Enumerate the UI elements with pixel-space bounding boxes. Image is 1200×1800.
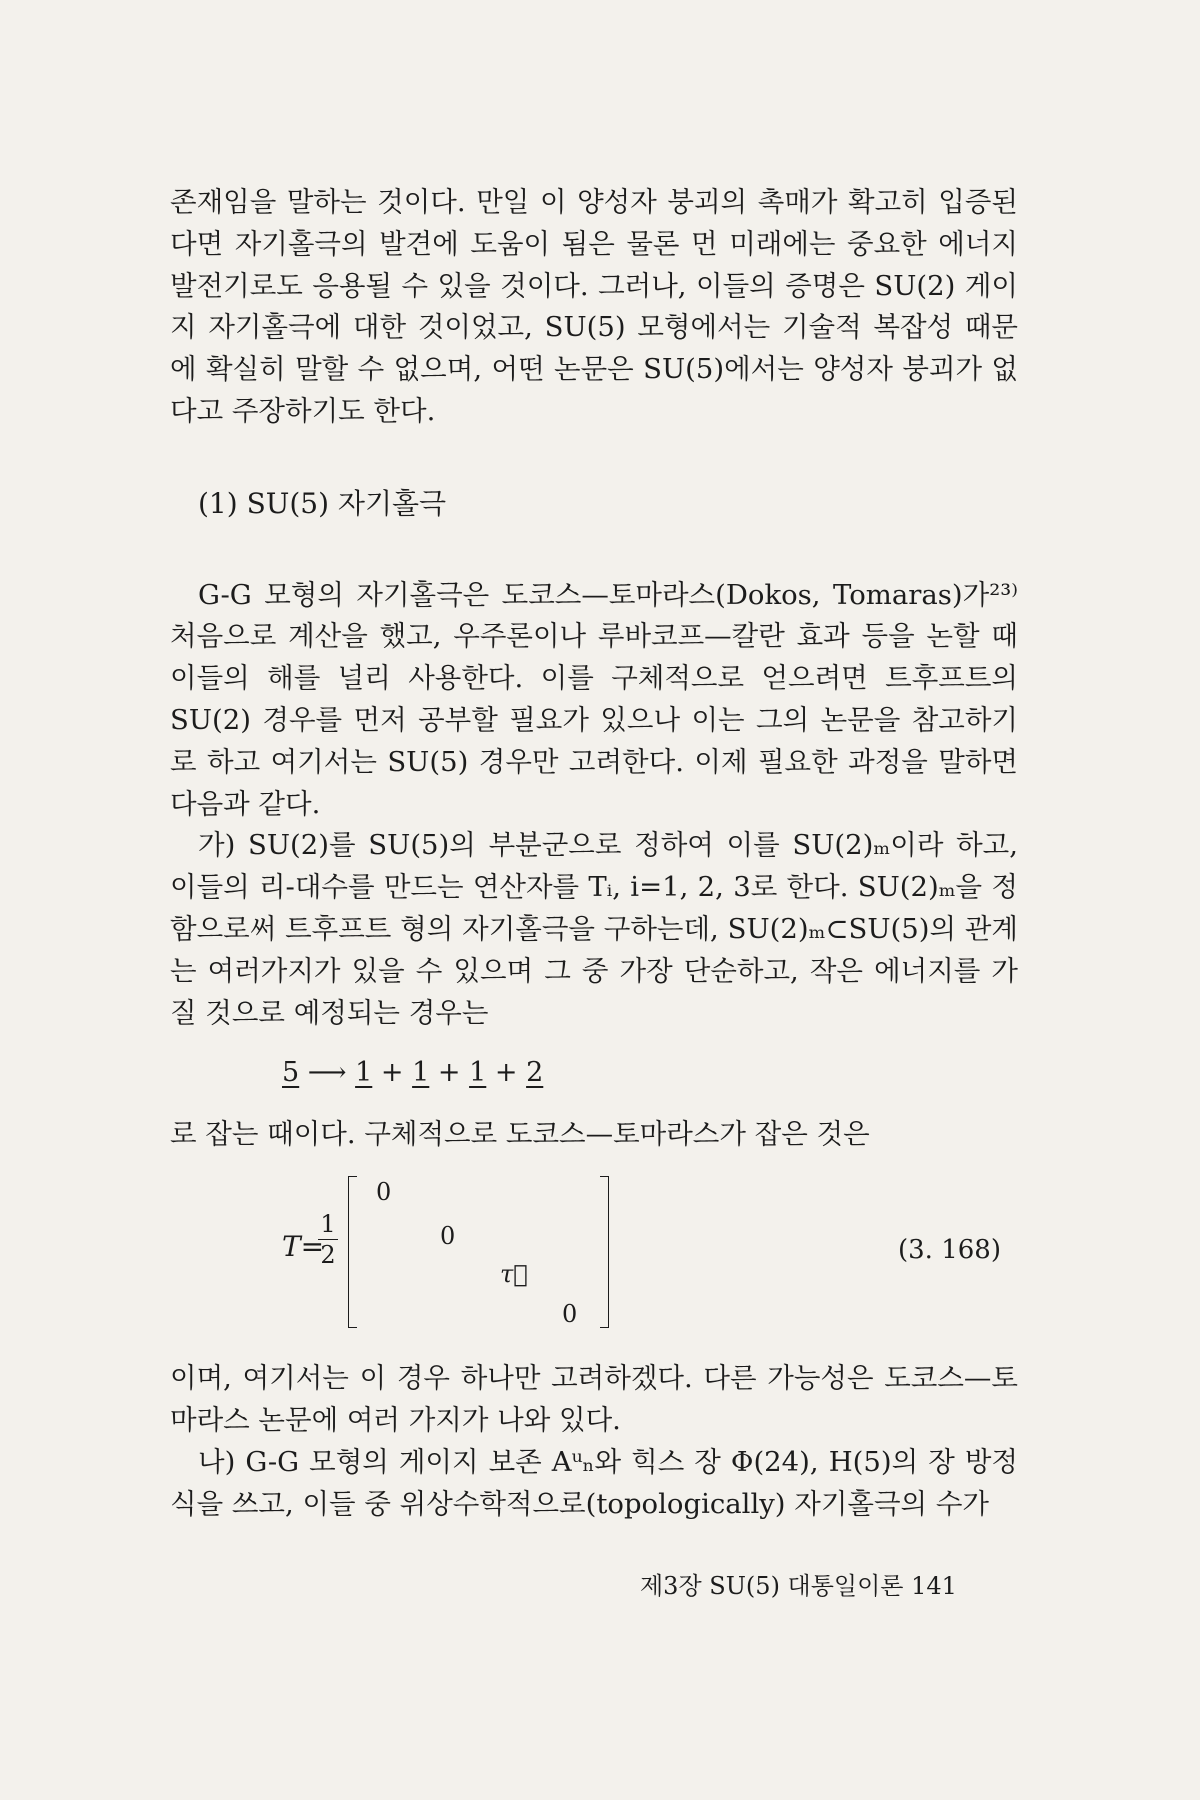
paragraph-dokos-choice: 로 잡는 때이다. 구체적으로 도코스—토마라스가 잡은 것은: [170, 1118, 870, 1151]
equation-number: (3. 168): [898, 1235, 1001, 1266]
paragraph-gg-monopole: G-G 모형의 자기홀극은 도코스—토마라스(Dokos, Tomaras)가²³⁾ 처음으로 계산을 했고, 우주론이나 루바코프—칼란 효과 등을 논할 때 이들의 해를 널리 사용한다. 이를 구체적으로 얻으려면 트후프트의 SU(2) 경우를 먼저 공부할 필요가 있으나 이는 그의 논문을 참고하기로 하고 여기서는 SU(5) 경우만 고려한다. 이제 필요한 과정을 말하면 다음과 같다.: [170, 578, 1018, 820]
formula-five: 5: [282, 1057, 300, 1089]
matrix-left-bracket: [348, 1176, 357, 1328]
matrix-fraction: [318, 1210, 338, 1269]
paragraph-other-cases: 이며, 여기서는 이 경우 하나만 고려하겠다. 다른 가능성은 도코스—토마라스 논문에 여러 가지가 나와 있다.: [170, 1362, 1018, 1436]
paragraph-step-a: 가) SU(2)를 SU(5)의 부분군으로 정하여 이를 SU(2)ₘ이라 하고, 이들의 리-대수를 만드는 연산자를 Tᵢ, i=1, 2, 3로 한다. SU(2)ₘ을 정함으로써 트후프트 형의 자기홀극을 구하는데, SU(2)ₘ⊂SU(5)의 관계는 여러가지가 있을 수 있으며 그 중 가장 단순하고, 작은 에너지를 가질 것으로 예정되는 경우는: [170, 829, 1018, 1029]
paragraph-intro: 존재임을 말하는 것이다. 만일 이 양성자 붕괴의 촉매가 확고히 입증된다면 자기홀극의 발견에 도움이 됨은 물론 먼 미래에는 중요한 에너지 발전기로도 응용될 수 있을 것이다. 그러나, 이들의 증명은 SU(2) 게이지 자기홀극에 대한 것이었고, SU(5) 모형에서는 기술적 복잡성 때문에 확실히 말할 수 없으며, 어떤 논문은 SU(5)에서는 양성자 붕괴가 없다고 주장하기도 한다.: [170, 186, 1018, 427]
page-body: [170, 182, 1018, 1525]
formula-one-b: 1: [412, 1057, 430, 1089]
matrix-entry-11: 0: [376, 1178, 392, 1207]
matrix-entry-22: 0: [440, 1222, 456, 1251]
fraction-numerator: 1: [320, 1210, 336, 1239]
matrix-lhs: T=: [282, 1230, 325, 1264]
paragraph-step-b: 나) G-G 모형의 게이지 보존 Aᵘₙ와 힉스 장 Φ(24), H(5)의 장 방정식을 쓰고, 이들 중 위상수학적으로(topologically) 자기홀극의 수가: [170, 1445, 1018, 1520]
decomposition-formula: [170, 1052, 1018, 1102]
formula-one-c: 1: [469, 1057, 487, 1089]
matrix-right-bracket: [600, 1176, 609, 1328]
matrix-entry-33: τ⃗: [500, 1260, 528, 1289]
fraction-denominator: 2: [320, 1241, 336, 1270]
section-heading: (1) SU(5) 자기홀극: [198, 486, 447, 520]
page-footer: 제3장 SU(5) 대통일이론 141: [640, 1572, 957, 1600]
formula-one-a: 1: [355, 1057, 373, 1089]
formula-arrow: ⟶: [307, 1057, 347, 1089]
matrix-equation: [170, 1166, 1018, 1334]
formula-plus-a: +: [380, 1057, 404, 1089]
formula-plus-b: +: [437, 1057, 461, 1089]
formula-plus-c: +: [494, 1057, 518, 1089]
fraction-bar: [318, 1239, 338, 1240]
matrix-entry-44: 0: [562, 1300, 578, 1329]
formula-two: 2: [526, 1057, 544, 1089]
